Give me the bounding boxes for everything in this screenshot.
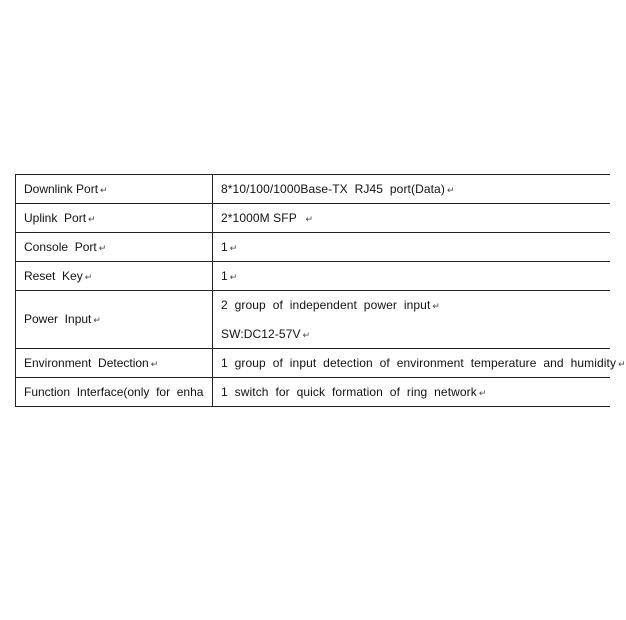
return-mark: ↵ [88,213,96,224]
row-value: 2*1000M SFP [221,210,304,225]
table-row [16,262,611,291]
row-label-cell [16,291,213,349]
row-value-cell [213,233,611,262]
return-mark: ↵ [150,358,159,369]
row-value-cell [213,378,611,407]
row-value-cell [213,204,611,233]
row-value: 1 [221,239,228,254]
return-mark: ↵ [446,184,455,195]
return-mark: ↵ [432,300,440,311]
row-label: Downlink Port [24,181,99,196]
return-mark: ↵ [84,271,93,282]
table-row [16,175,611,204]
row-label: Function Interface(only for enha [24,385,204,399]
row-value: 1 group of input detection of environment temperature and humidity [221,355,617,370]
row-label: Power Input [24,312,92,326]
table-row [16,233,611,262]
row-value-cell [213,291,611,349]
return-mark: ↵ [305,213,314,224]
row-value: 1 switch for quick formation of ring network [221,384,477,399]
row-label-cell [16,378,213,407]
return-mark: ↵ [229,242,238,253]
row-value-cell [213,349,626,378]
row-label-cell [16,349,213,378]
row-value: 1 [221,268,228,283]
table-row [16,291,611,349]
return-mark: ↵ [478,387,487,398]
row-label: Reset Key [24,268,83,283]
row-value-cell [213,262,611,291]
row-label-cell [16,204,213,233]
return-mark: ↵ [93,315,101,325]
return-mark: ↵ [98,242,107,253]
return-mark: ↵ [229,271,238,282]
row-label: Uplink Port [24,210,87,225]
return-mark: ↵ [100,184,108,195]
spec-table [15,174,626,407]
table-row [16,378,611,407]
table-row [16,204,611,233]
row-value-cell [213,175,611,204]
row-value: SW:DC12-57V [221,326,301,341]
table-row [16,349,611,378]
row-value: 8*10/100/1000Base-TX RJ45 port(Data) [221,181,445,196]
row-value: 2 group of independent power input [221,297,431,312]
row-label: Console Port [24,239,97,254]
row-label-cell [16,262,213,291]
return-mark: ↵ [618,358,626,369]
row-label-cell [16,233,213,262]
row-label-cell [16,175,213,204]
row-label: Environment Detection [24,355,149,370]
return-mark: ↵ [302,329,311,340]
